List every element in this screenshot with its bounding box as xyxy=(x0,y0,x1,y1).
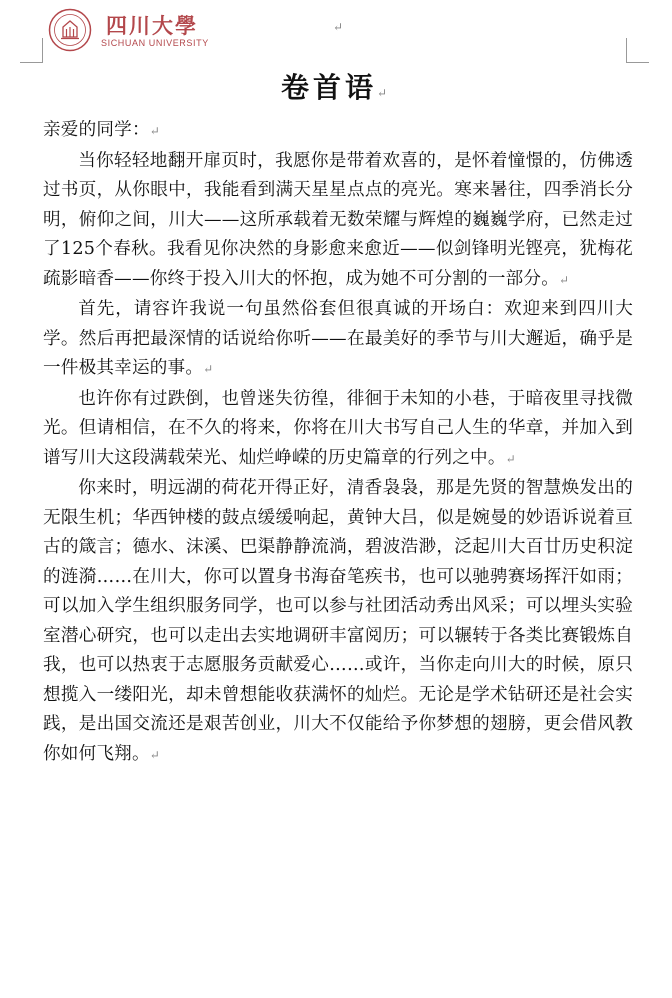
paragraph: 当你轻轻地翻开扉页时，我愿你是带着欢喜的，是怀着憧憬的，仿佛透过书页，从你眼中，我能看到满天星星点点的亮光。寒来暑往，四季消长分明，俯仰之间，川大——这所承载着无数荣耀与辉煌的巍巍学府，已然走过了125个春秋。我看见你决然的身影愈来愈近——似剑锋明光铿亮，犹梅花疏影暗香——你终于投入川大的怀抱，成为她不可分割的一部分。↵ xyxy=(43,150,633,289)
page-title: 卷首语↵ xyxy=(280,71,392,104)
university-name-cn: 四川大學 xyxy=(106,13,198,38)
greeting: 亲爱的同学：↵ xyxy=(43,120,161,140)
page-header xyxy=(48,8,278,52)
paragraph: 你来时，明远湖的荷花开得正好，清香袅袅，那是先贤的智慧焕发出的无限生机；华西钟楼的鼓点缓缓响起，黄钟大吕，似是婉曼的妙语诉说着亘古的箴言；德水、沫溪、巴渠静静流淌，碧波浩渺，泛起川大百廿历史积淀的涟漪……在川大，你可以置身书海奋笔疾书，也可以驰骋赛场挥汗如雨；可以加入学生组织服务同学，也可以参与社团活动秀出风采；可以埋头实验室潜心研究，也可以走出去实地调研丰富阅历；可以辗转于各类比赛锻炼自我，也可以热衷于志愿服务贡献爱心……或许，当你走向川大的时候，原只想揽入一缕阳光，却未曾想能收获满怀的灿烂。无论是学术钻研还是社会实践，是出国交流还是艰苦创业，川大不仅能给予你梦想的翅膀，更会借风教你如何飞翔。↵ xyxy=(43,478,633,764)
paragraph-mark: ↵ xyxy=(333,20,344,34)
paragraph: 也许你有过跌倒，也曾迷失彷徨，徘徊于未知的小巷，于暗夜里寻找微光。但请相信，在不久的将来，你将在川大书写自己人生的华章，并加入到谱写川大这段满载荣光、灿烂峥嵘的历史篇章的行列之中。↵ xyxy=(43,388,633,468)
margin-corner-top-left xyxy=(20,38,43,63)
paragraph: 首先，请容许我说一句虽然俗套但很真诚的开场白：欢迎来到四川大学。然后再把最深情的话说给你听——在最美好的季节与川大邂逅，确乎是一件极其幸运的事。↵ xyxy=(43,299,633,378)
university-name-en: SICHUAN UNIVERSITY xyxy=(101,38,209,48)
margin-corner-top-right xyxy=(626,38,649,63)
university-seal-icon xyxy=(48,8,92,52)
document-body xyxy=(43,116,633,770)
